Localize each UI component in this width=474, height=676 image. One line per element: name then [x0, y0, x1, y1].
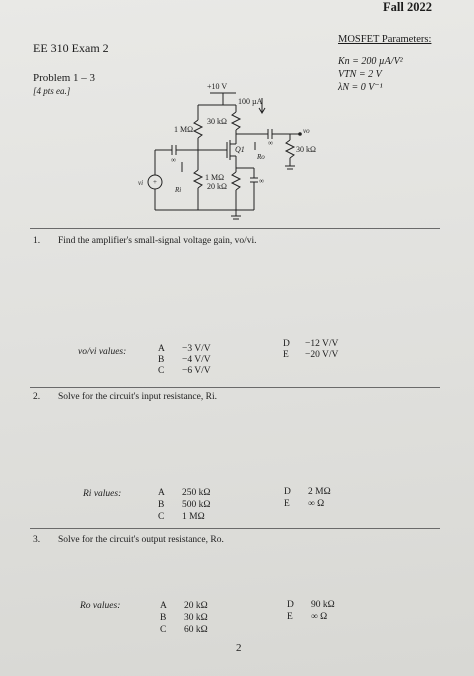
- divider-q1: [30, 228, 440, 229]
- divider-q2: [30, 387, 440, 388]
- rg1-label: 1 MΩ: [174, 125, 194, 134]
- q2-option-c-value[interactable]: 1 MΩ: [182, 512, 205, 522]
- q3-option-a-value[interactable]: 20 kΩ: [184, 601, 208, 611]
- exam-title: EE 310 Exam 2: [33, 41, 109, 55]
- q2-option-a-letter[interactable]: A: [158, 488, 165, 498]
- param-lambda: λN = 0 V⁻¹: [338, 82, 383, 93]
- q2-option-e-letter[interactable]: E: [284, 499, 290, 509]
- rs-label: 20 kΩ: [207, 182, 227, 191]
- q2-option-b-value[interactable]: 500 kΩ: [182, 500, 211, 510]
- q3-option-d-letter[interactable]: D: [287, 600, 294, 610]
- param-vtn: VTN = 2 V: [338, 69, 382, 80]
- q2-option-b-letter[interactable]: B: [158, 500, 165, 510]
- q1-option-a-letter[interactable]: A: [158, 344, 165, 354]
- c-out-label: ∞: [268, 139, 273, 147]
- q3-option-e-value[interactable]: ∞ Ω: [311, 612, 328, 622]
- q3-option-c-letter[interactable]: C: [160, 625, 167, 635]
- q3-option-c-value[interactable]: 60 kΩ: [184, 625, 208, 635]
- q3-option-b-letter[interactable]: B: [160, 613, 167, 623]
- points-note: [4 pts ea.]: [33, 86, 71, 96]
- q2-option-e-value[interactable]: ∞ Ω: [308, 499, 325, 509]
- current-source-label: 100 µA: [238, 97, 263, 106]
- params-title: MOSFET Parameters:: [338, 34, 432, 45]
- q1-option-a-value[interactable]: −3 V/V: [182, 344, 211, 354]
- vi-label: vi: [138, 179, 144, 187]
- c-s-label: ∞: [259, 177, 264, 185]
- question-2-number: 2.: [33, 392, 41, 402]
- q1-option-d-value[interactable]: −12 V/V: [305, 339, 339, 349]
- q2-option-c-letter[interactable]: C: [158, 512, 165, 522]
- q2-option-d-letter[interactable]: D: [284, 487, 291, 497]
- question-3-answer-label: Ro values:: [80, 601, 121, 611]
- question-2-answer-label: Ri values:: [83, 489, 122, 499]
- svg-text:+: +: [153, 178, 157, 186]
- param-kn: Kn = 200 µA/V²: [338, 56, 403, 67]
- q3-option-b-value[interactable]: 30 kΩ: [184, 613, 208, 623]
- q2-option-d-value[interactable]: 2 MΩ: [308, 487, 331, 497]
- rd-label: 30 kΩ: [207, 117, 227, 126]
- q1-label: Q1: [235, 145, 245, 154]
- page-number: 2: [236, 642, 242, 654]
- question-3-text: Solve for the circuit's output resistance, Ro.: [58, 535, 224, 545]
- question-1-number: 1.: [33, 236, 41, 246]
- question-2-text: Solve for the circuit's input resistance, Ri.: [58, 392, 217, 402]
- question-1-text: Find the amplifier's small-signal voltage gain, vo/vi.: [58, 236, 257, 246]
- q3-option-a-letter[interactable]: A: [160, 601, 167, 611]
- q2-option-a-value[interactable]: 250 kΩ: [182, 488, 211, 498]
- ri-label: Ri: [175, 186, 182, 194]
- q3-option-d-value[interactable]: 90 kΩ: [311, 600, 335, 610]
- ro-label: Ro: [257, 153, 265, 161]
- q1-option-e-letter[interactable]: E: [283, 350, 289, 360]
- q1-option-b-value[interactable]: −4 V/V: [182, 355, 211, 365]
- q1-option-b-letter[interactable]: B: [158, 355, 165, 365]
- rg2-label: 1 MΩ: [205, 173, 225, 182]
- vo-label: vo: [303, 127, 310, 135]
- amplifier-schematic: [0, 0, 474, 230]
- q1-option-d-letter[interactable]: D: [283, 339, 290, 349]
- semester-label: Fall 2022: [383, 0, 432, 14]
- vdd-label: +10 V: [207, 82, 228, 91]
- q1-option-c-value[interactable]: −6 V/V: [182, 366, 211, 376]
- q3-option-e-letter[interactable]: E: [287, 612, 293, 622]
- rl-label: 30 kΩ: [296, 145, 316, 154]
- q1-option-e-value[interactable]: −20 V/V: [305, 350, 339, 360]
- question-1-answer-label: vo/vi values:: [78, 347, 127, 357]
- c-in-label: ∞: [171, 156, 176, 164]
- divider-q3: [30, 528, 440, 529]
- question-3-number: 3.: [33, 535, 41, 545]
- q1-option-c-letter[interactable]: C: [158, 366, 165, 376]
- problem-title: Problem 1 – 3: [33, 72, 96, 84]
